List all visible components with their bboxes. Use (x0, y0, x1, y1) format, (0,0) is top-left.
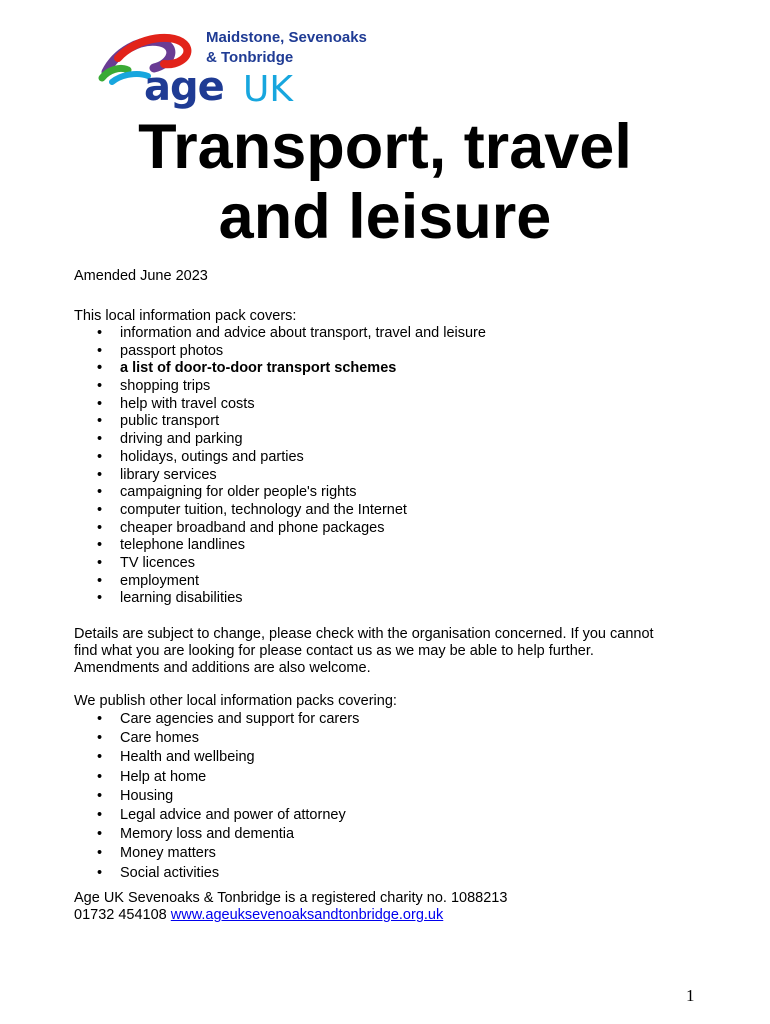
list-item: • Care homes (0, 729, 359, 748)
list-item: • library services (0, 467, 486, 485)
other-packs-list (0, 710, 359, 883)
amended-date: Amended June 2023 (74, 268, 208, 284)
details-line-3: Amendments and additions are also welcome. (74, 660, 371, 676)
list-item: • Money matters (0, 844, 359, 863)
list-item: • Social activities (0, 864, 359, 883)
list-item: • Help at home (0, 768, 359, 787)
list-item: • Care agencies and support for carers (0, 710, 359, 729)
footer-contact (74, 907, 443, 924)
logo-word-uk: UK (243, 69, 293, 110)
list-item: • Memory loss and dementia (0, 825, 359, 844)
list-item: • a list of door-to-door transport schemes (0, 360, 486, 378)
list-item: • holidays, outings and parties (0, 449, 486, 467)
list-item: • employment (0, 573, 486, 591)
list-item: • public transport (0, 413, 486, 431)
details-paragraph (74, 626, 654, 677)
list-item: • help with travel costs (0, 396, 486, 414)
website-link[interactable]: www.ageuksevenoaksandtonbridge.org.uk (170, 907, 444, 923)
logo-word-age: age (144, 64, 224, 110)
list-item: • learning disabilities (0, 590, 486, 608)
list-item: • information and advice about transport, travel and leisure (0, 325, 486, 343)
logo-branch-line2: & Tonbridge (206, 49, 294, 66)
list-item: • Legal advice and power of attorney (0, 806, 359, 825)
list-item: • driving and parking (0, 431, 486, 449)
footer-phone: 01732 454108 (74, 907, 167, 923)
list-item: • Health and wellbeing (0, 748, 359, 767)
page-number: 1 (686, 986, 695, 1005)
title-line-2: and leisure (218, 182, 552, 252)
list-item: • shopping trips (0, 378, 486, 396)
footer-charity: Age UK Sevenoaks & Tonbridge is a registered charity no. 1088213 (74, 890, 508, 906)
list-item: • computer tuition, technology and the Internet (0, 502, 486, 520)
list-item: • campaigning for older people's rights (0, 484, 486, 502)
details-line-1: Details are subject to change, please check with the organisation concerned. If you cannot (74, 626, 654, 642)
page-title (0, 112, 770, 252)
details-line-2: find what you are looking for please contact us as we may be able to help further. (74, 643, 594, 659)
logo-branch-text (206, 28, 367, 68)
list-item: • telephone landlines (0, 537, 486, 555)
age-uk-logo (98, 28, 368, 112)
list-item: • Housing (0, 787, 359, 806)
title-line-1: Transport, travel (138, 112, 632, 182)
intro-text: This local information pack covers: (74, 308, 297, 324)
topics-list (0, 325, 486, 608)
logo-branch-line1: Maidstone, Sevenoaks (206, 29, 367, 46)
list-item: • passport photos (0, 343, 486, 361)
other-packs-intro: We publish other local information packs covering: (74, 693, 397, 709)
list-item: • cheaper broadband and phone packages (0, 520, 486, 538)
list-item: • TV licences (0, 555, 486, 573)
